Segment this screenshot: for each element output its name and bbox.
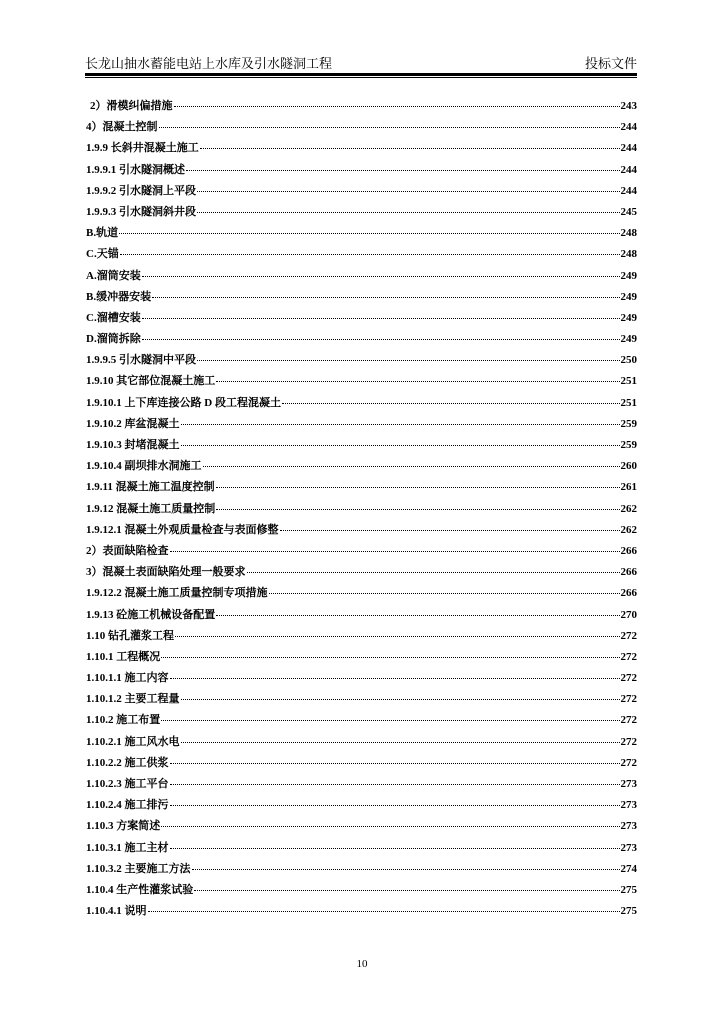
toc-entry-page: 273: [620, 820, 637, 833]
toc-entry-title: D.溜筒拆除: [86, 333, 141, 346]
toc-entry-page: 272: [620, 714, 637, 727]
toc-entry-title: 3）混凝土表面缺陷处理一般要求: [86, 566, 246, 579]
toc-entry[interactable]: [86, 817, 637, 838]
toc-dot-leader: [170, 551, 620, 552]
toc-entry-page: 243: [620, 100, 637, 112]
page-header: [85, 51, 637, 73]
toc-entry-page: 249: [620, 290, 637, 303]
toc-entry-page: 259: [620, 417, 637, 430]
toc-entry-title: A.溜筒安装: [86, 269, 141, 282]
toc-dot-leader: [170, 763, 620, 764]
toc-entry-page: 273: [620, 799, 637, 812]
toc-entry[interactable]: [86, 627, 637, 648]
toc-dot-leader: [181, 424, 620, 425]
toc-entry[interactable]: [86, 563, 637, 584]
toc-entry-title: 1.9.10.2 库盆混凝土: [86, 417, 180, 430]
toc-entry-page: 272: [620, 756, 637, 769]
toc-dot-leader: [161, 826, 619, 827]
toc-entry[interactable]: [86, 500, 637, 521]
toc-entry[interactable]: [86, 97, 637, 118]
toc-entry[interactable]: [86, 203, 637, 224]
toc-entry[interactable]: [86, 669, 637, 690]
toc-entry[interactable]: [86, 415, 637, 436]
toc-entry[interactable]: [86, 860, 637, 881]
toc-entry-page: 249: [620, 311, 637, 324]
toc-dot-leader: [170, 805, 620, 806]
toc-dot-leader: [280, 530, 620, 531]
toc-dot-leader: [197, 360, 620, 361]
toc-dot-leader: [200, 148, 620, 149]
toc-entry[interactable]: [86, 161, 637, 182]
toc-entry-page: 262: [620, 502, 637, 515]
toc-entry-page: 275: [620, 905, 637, 918]
toc-entry[interactable]: [86, 606, 637, 627]
toc-dot-leader: [197, 212, 620, 213]
toc-entry-page: 245: [620, 205, 637, 218]
toc-entry-title: 1.10.1.2 主要工程量: [86, 693, 180, 706]
toc-entry[interactable]: [86, 182, 637, 203]
toc-dot-leader: [192, 869, 620, 870]
toc-dot-leader: [247, 572, 620, 573]
toc-entry[interactable]: [86, 245, 637, 266]
toc-entry-page: 244: [620, 142, 637, 155]
toc-entry[interactable]: [86, 711, 637, 732]
toc-entry[interactable]: [86, 754, 637, 775]
toc-dot-leader: [181, 699, 620, 700]
toc-dot-leader: [170, 678, 620, 679]
toc-dot-leader: [142, 276, 620, 277]
toc-entry[interactable]: [86, 542, 637, 563]
header-divider-thick: [85, 73, 637, 76]
toc-entry[interactable]: [86, 478, 637, 499]
toc-entry-title: 1.10.2.4 施工排污: [86, 799, 169, 812]
toc-entry-page: 249: [620, 333, 637, 346]
toc-dot-leader: [216, 487, 620, 488]
toc-entry[interactable]: [86, 902, 637, 923]
toc-entry-title: 1.10.3.1 施工主材: [86, 841, 169, 854]
toc-entry[interactable]: [86, 436, 637, 457]
toc-entry-page: 260: [620, 460, 637, 473]
toc-entry-page: 272: [620, 629, 637, 642]
toc-dot-leader: [216, 615, 619, 616]
toc-dot-leader: [170, 848, 620, 849]
toc-dot-leader: [197, 191, 620, 192]
toc-entry-page: 249: [620, 269, 637, 282]
toc-entry[interactable]: [86, 351, 637, 372]
toc-entry-title: 1.10.4.1 说明: [86, 905, 147, 918]
toc-entry[interactable]: [86, 881, 637, 902]
toc-dot-leader: [216, 509, 619, 510]
toc-entry-title: 1.9.13 砼施工机械设备配置: [86, 608, 216, 621]
toc-entry-title: 1.9.9.1 引水隧洞概述: [86, 163, 185, 176]
toc-entry-title: 1.9.9 长斜井混凝土施工: [86, 142, 199, 155]
toc-dot-leader: [203, 466, 620, 467]
toc-entry-title: 1.10.1 工程概况: [86, 650, 161, 663]
toc-entry-page: 274: [620, 862, 637, 875]
toc-entry-title: 1.10.3 方案简述: [86, 820, 161, 833]
toc-dot-leader: [181, 742, 620, 743]
page-number: 10: [356, 958, 368, 970]
toc-entry[interactable]: [86, 584, 637, 605]
toc-entry-title: 1.10.2.3 施工平台: [86, 778, 169, 790]
toc-entry-page: 248: [620, 227, 637, 240]
toc-entry[interactable]: [86, 775, 637, 796]
toc-entry[interactable]: [86, 139, 637, 160]
toc-entry-title: 1.10.2.1 施工风水电: [86, 735, 180, 748]
toc-entry-page: 266: [620, 566, 637, 579]
toc-entry[interactable]: [86, 309, 637, 330]
toc-entry-title: 1.9.10.3 封堵混凝土: [86, 439, 180, 451]
toc-entry[interactable]: [86, 118, 637, 139]
toc-entry-title: C.溜槽安装: [86, 311, 141, 324]
toc-entry[interactable]: [86, 839, 637, 860]
toc-entry-title: 1.10.1.1 施工内容: [86, 672, 169, 685]
toc-entry-title: 1.10.2 施工布置: [86, 714, 161, 727]
toc-entry[interactable]: [86, 648, 637, 669]
toc-entry-page: 250: [620, 354, 637, 367]
toc-entry-title: 1.10.3.2 主要施工方法: [86, 862, 191, 875]
toc-dot-leader: [282, 403, 620, 404]
toc-dot-leader: [142, 318, 620, 319]
toc-entry-title: 1.9.10.4 副坝排水洞施工: [86, 460, 202, 473]
toc-entry-page: 248: [620, 248, 637, 261]
toc-entry-title: 1.9.12.2 混凝土施工质量控制专项措施: [86, 587, 268, 600]
toc-entry-page: 266: [620, 544, 637, 557]
toc-entry-title: B.轨道: [86, 227, 119, 240]
toc-entry-page: 272: [620, 650, 637, 663]
project-title: 长龙山抽水蓄能电站上水库及引水隧洞工程: [85, 57, 333, 72]
toc-entry-page: 251: [620, 375, 637, 388]
toc-entry-page: 273: [620, 778, 637, 790]
toc-entry-title: C.天锚: [86, 248, 119, 261]
toc-dot-leader: [181, 445, 620, 446]
toc-entry-title: B.缓冲器安装: [86, 290, 152, 303]
toc-entry-page: 272: [620, 693, 637, 706]
toc-dot-leader: [216, 381, 619, 382]
toc-dot-leader: [148, 911, 620, 912]
toc-entry-title: 1.9.10 其它部位混凝土施工: [86, 375, 216, 388]
toc-entry-title: 1.10.2.2 施工供浆: [86, 756, 169, 769]
toc-entry-page: 261: [620, 481, 637, 494]
toc-dot-leader: [119, 233, 619, 234]
toc-dot-leader: [152, 297, 619, 298]
toc-entry-title: 1.9.12.1 混凝土外观质量检查与表面修整: [86, 523, 279, 536]
toc-dot-leader: [170, 784, 620, 785]
toc-entry-title: 1.9.10.1 上下库连接公路 D 段工程混凝土: [86, 396, 281, 409]
toc-entry[interactable]: [86, 796, 637, 817]
toc-entry-title: 1.9.9.3 引水隧洞斜井段: [86, 205, 196, 218]
toc-dot-leader: [159, 127, 620, 128]
toc-dot-leader: [175, 636, 620, 637]
toc-entry[interactable]: [86, 690, 637, 711]
toc-dot-leader: [269, 593, 620, 594]
toc-dot-leader: [194, 890, 619, 891]
toc-entry[interactable]: [86, 330, 637, 351]
toc-entry-page: 272: [620, 672, 637, 685]
toc-entry-title: 4）混凝土控制: [86, 121, 158, 134]
toc-dot-leader: [161, 657, 619, 658]
toc-entry[interactable]: [86, 733, 637, 754]
toc-entry-title: 1.9.9.5 引水隧洞中平段: [86, 354, 196, 367]
document-type: 投标文件: [584, 57, 637, 72]
toc-entry-page: 251: [620, 396, 637, 409]
toc-dot-leader: [142, 339, 620, 340]
toc-entry-page: 275: [620, 883, 637, 896]
toc-entry[interactable]: [86, 267, 637, 288]
toc-entry-title: 1.9.9.2 引水隧洞上平段: [86, 184, 196, 197]
header-divider-thin: [85, 77, 637, 78]
toc-entry-title: 1.10 钻孔灌浆工程: [86, 629, 174, 642]
toc-entry-page: 259: [620, 439, 637, 451]
toc-entry[interactable]: [86, 394, 637, 415]
toc-entry-page: 262: [620, 523, 637, 536]
toc-entry-page: 273: [620, 841, 637, 854]
toc-entry-page: 244: [620, 184, 637, 197]
toc-dot-leader: [161, 720, 619, 721]
table-of-contents: [86, 97, 637, 923]
toc-entry-title: 2）表面缺陷检查: [86, 544, 169, 557]
toc-entry-page: 244: [620, 121, 637, 134]
toc-entry-title: 1.9.11 混凝土施工温度控制: [86, 481, 215, 494]
toc-dot-leader: [120, 254, 620, 255]
toc-entry-page: 244: [620, 163, 637, 176]
toc-entry[interactable]: [86, 457, 637, 478]
toc-entry[interactable]: [86, 372, 637, 393]
toc-entry[interactable]: [86, 224, 637, 245]
toc-dot-leader: [174, 106, 620, 107]
toc-entry-page: 266: [620, 587, 637, 600]
toc-entry-title: 1.10.4 生产性灌浆试验: [86, 883, 194, 896]
toc-entry-page: 270: [620, 608, 637, 621]
toc-entry[interactable]: [86, 521, 637, 542]
toc-entry-title: 1.9.12 混凝土施工质量控制: [86, 502, 216, 515]
toc-entry-title: 2）滑模纠偏措施: [90, 100, 173, 112]
toc-entry-page: 272: [620, 735, 637, 748]
toc-entry[interactable]: [86, 288, 637, 309]
toc-dot-leader: [186, 170, 620, 171]
